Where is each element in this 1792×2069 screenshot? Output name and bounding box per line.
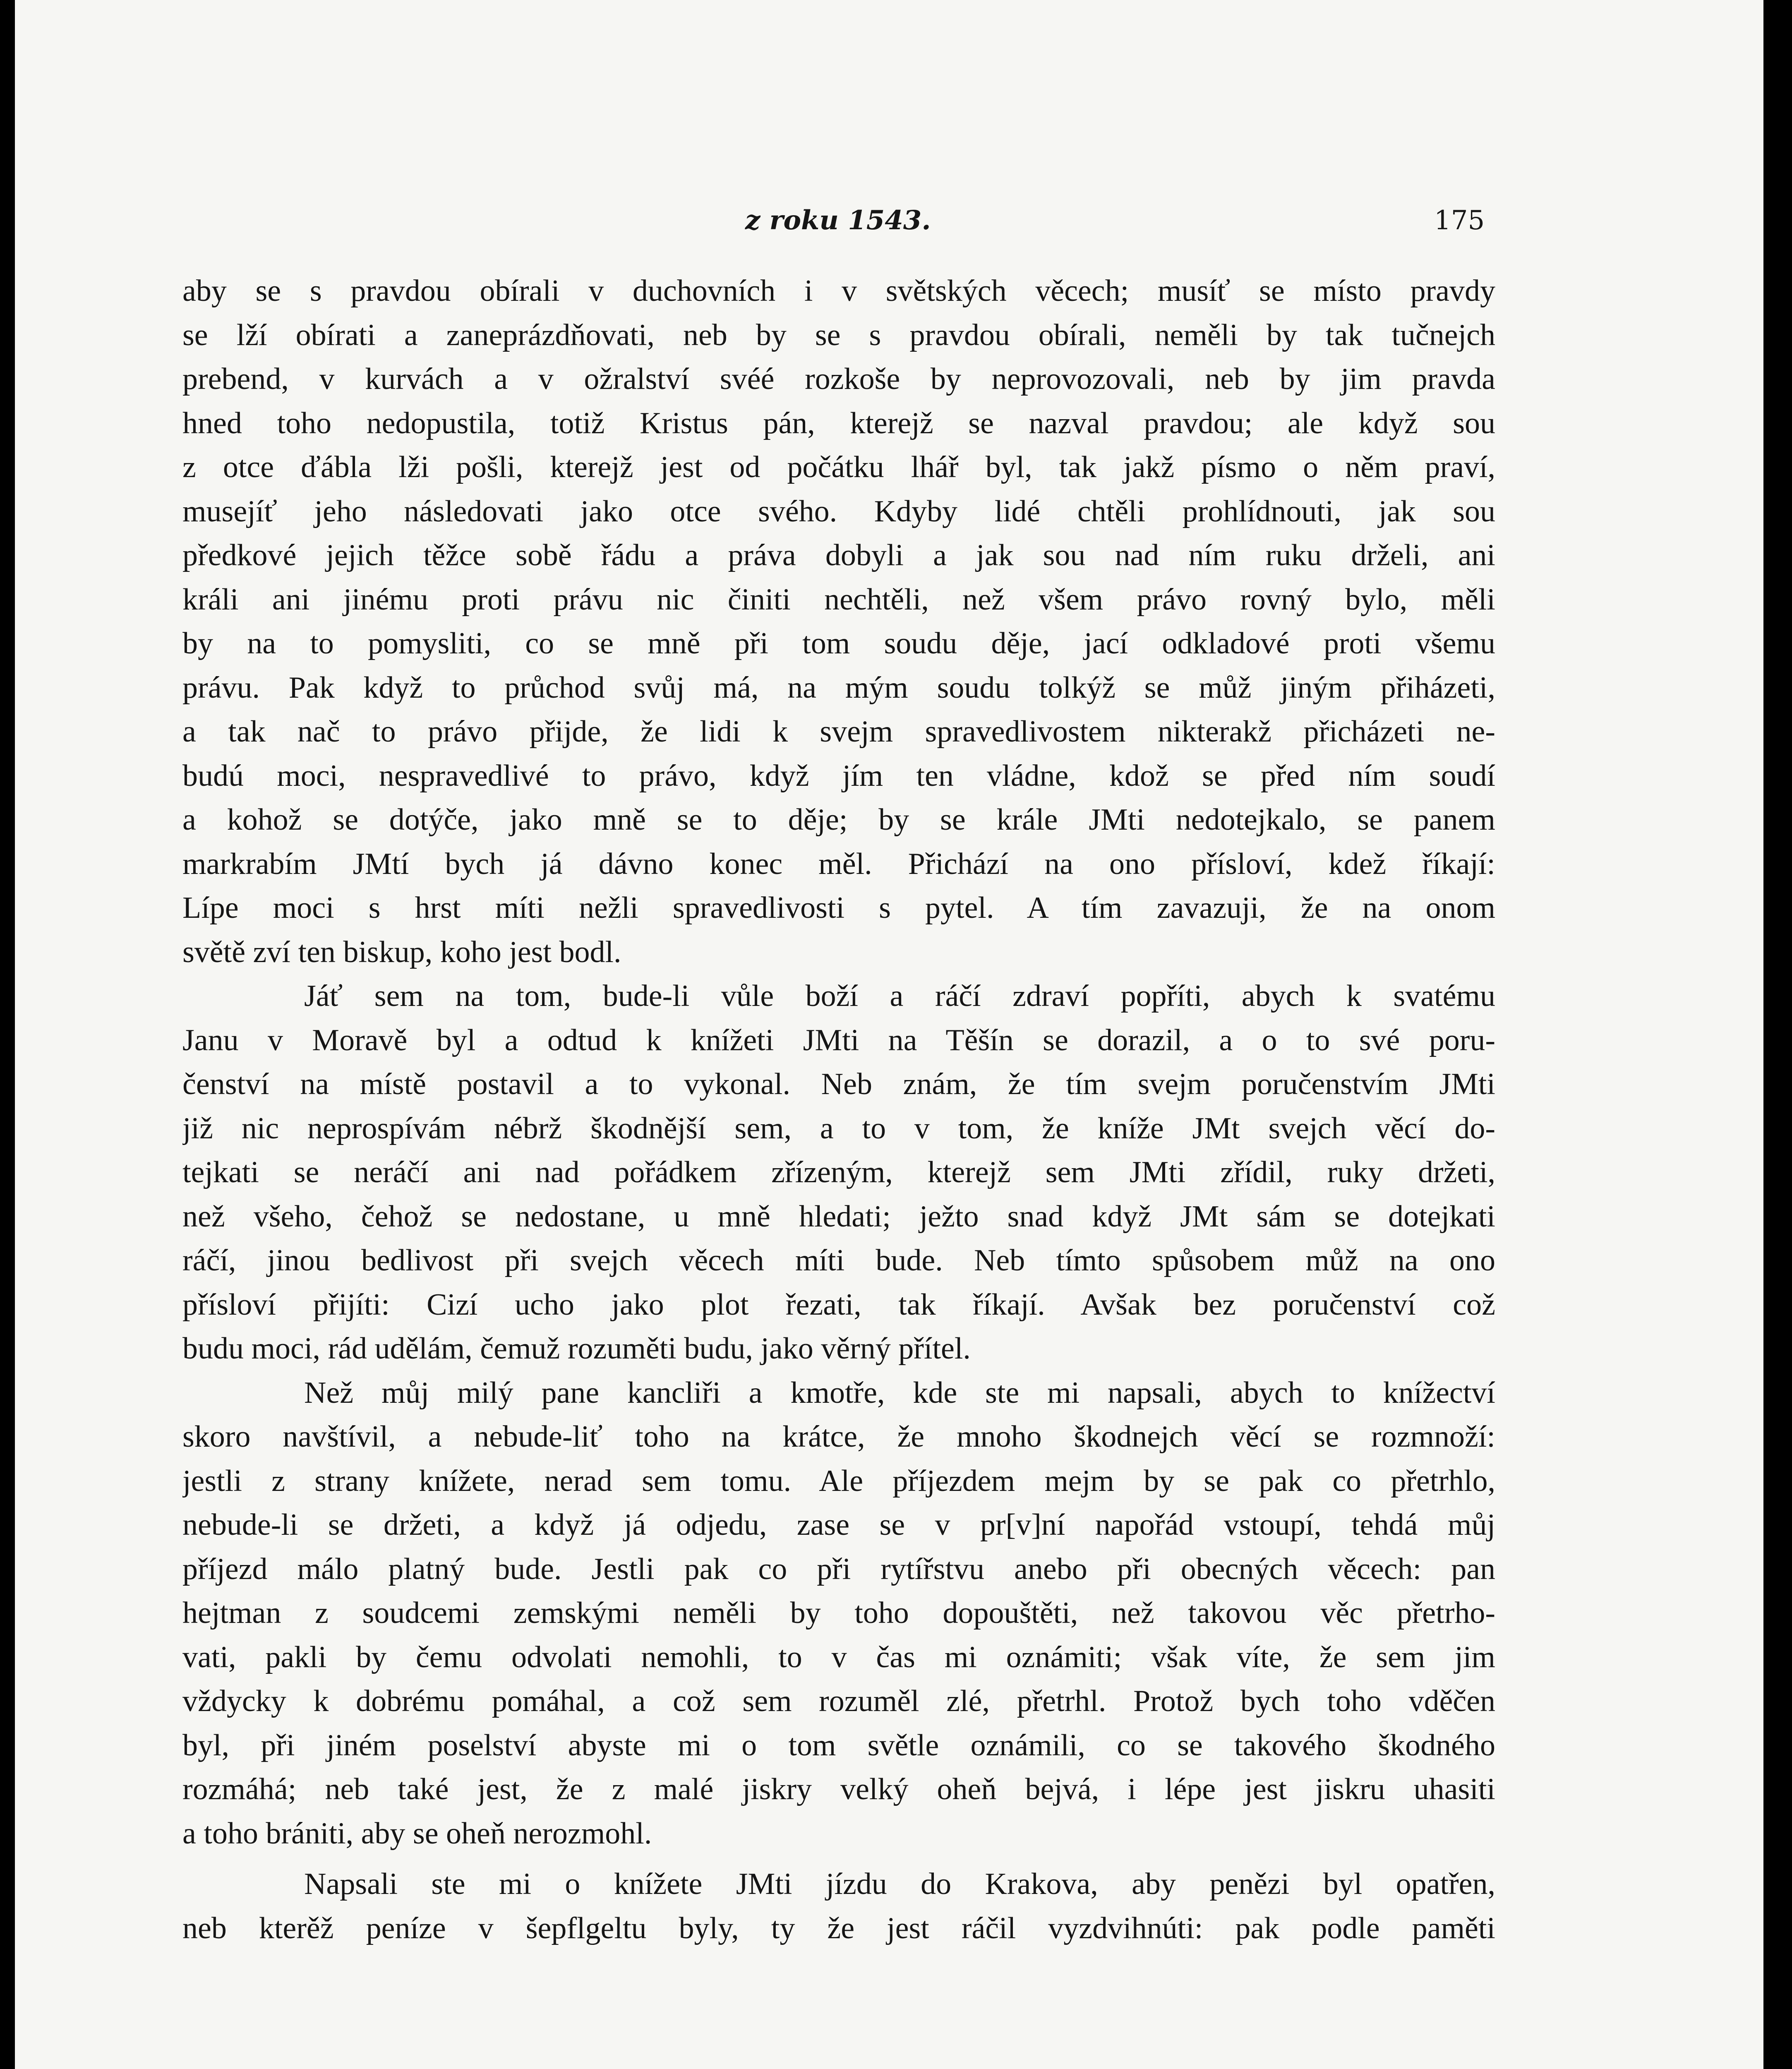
scanned-page [15, 0, 1763, 2069]
text-line: skoro navštívil, a nebude-liť toho na krátce, že mnoho škodnejch věcí se rozmnoží: [182, 1420, 1495, 1454]
text-line: předkové jejich těžce sobě řádu a práva dobyli a jak sou nad ním ruku drželi, ani [182, 538, 1495, 572]
paragraph-first-line: Než můj milý pane kancliři a kmotře, kde ste mi napsali, abych to knížectví [304, 1375, 1495, 1410]
text-line: neb kterěž peníze v šepflgeltu byly, ty že jest ráčil vyzdvihnúti: pak podle paměti [182, 1911, 1495, 1945]
text-line: než všeho, čehož se nedostane, u mně hledati; ježto snad když JMt sám se dotejkati [182, 1199, 1495, 1234]
page-header [15, 202, 1763, 239]
body-text [182, 269, 1495, 1950]
text-line: by na to pomysliti, co se mně při tom soudu děje, jací odkladové proti všemu [182, 626, 1495, 660]
paragraph-first-line: Napsali ste mi o knížete JMti jízdu do Krakova, aby penězi byl opatřen, [304, 1867, 1495, 1901]
text-line: markrabím JMtí bych já dávno konec měl. Přichází na ono přísloví, kdež říkají: [182, 847, 1495, 881]
text-line: budú moci, nespravedlivé to právo, když jím ten vládne, kdož se před ním soudí [182, 758, 1495, 793]
text-line: jestli z strany knížete, nerad sem tomu. Ale příjezdem mejm by se pak co přetrhlo, [182, 1464, 1495, 1498]
text-line: přísloví přijíti: Cizí ucho jako plot řezati, tak říkají. Avšak bez poručenství což [182, 1287, 1495, 1322]
page-number: 175 [1434, 205, 1485, 236]
text-line: již nic neprospívám nébrž škodnější sem, a to v tom, že kníže JMt svejch věcí do- [182, 1111, 1495, 1145]
text-line: čenství na místě postavil a to vykonal. Neb znám, že tím svejm poručenstvím JMti [182, 1067, 1495, 1101]
text-line: světě zví ten biskup, koho jest bodl. [182, 935, 621, 969]
text-line: se lží obírati a zaneprázdňovati, neb by se s pravdou obírali, neměli by tak tučnejch [182, 318, 1495, 352]
text-line: hejtman z soudcemi zemskými neměli by toho dopouštěti, než takovou věc přetrho- [182, 1596, 1495, 1630]
text-line: rozmáhá; neb také jest, že z malé jiskry velký oheň bejvá, i lépe jest jiskru uhasiti [182, 1772, 1495, 1806]
text-line: právu. Pak když to průchod svůj má, na mým soudu tolkýž se můž jiným přiházeti, [182, 670, 1495, 705]
text-line: příjezd málo platný bude. Jestli pak co při rytířstvu anebo při obecných věcech: pan [182, 1552, 1495, 1586]
text-line: hned toho nedopustila, totiž Kristus pán, kterejž se nazval pravdou; ale když sou [182, 406, 1495, 440]
text-line: tejkati se neráčí ani nad pořádkem zřízeným, kterejž sem JMti zřídil, ruky držeti, [182, 1155, 1495, 1189]
text-line: aby se s pravdou obírali v duchovních i v světských věcech; musíť se místo pravdy [182, 274, 1495, 308]
text-line: a kohož se dotýče, jako mně se to děje; by se krále JMti nedotejkalo, se panem [182, 803, 1495, 837]
text-line: budu moci, rád udělám, čemuž rozuměti budu, jako věrný přítel. [182, 1332, 971, 1366]
text-line: a toho brániti, aby se oheň nerozmohl. [182, 1816, 652, 1851]
text-line: byl, při jiném poselství abyste mi o tom světle oznámili, co se takového škodného [182, 1728, 1495, 1762]
text-line: králi ani jinému proti právu nic činiti nechtěli, než všem právo rovný bylo, měli [182, 582, 1495, 617]
text-line: Lípe moci s hrst míti nežli spravedlivosti s pytel. A tím zavazuji, že na onom [182, 891, 1495, 925]
text-line: vždycky k dobrému pomáhal, a což sem rozuměl zlé, přetrhl. Protož bych toho vděčen [182, 1684, 1495, 1718]
text-line: ráčí, jinou bedlivost při svejch věcech míti bude. Neb tímto spůsobem můž na ono [182, 1243, 1495, 1277]
text-line: a tak nač to právo přijde, že lidi k svejm spravedlivostem nikterakž přicházeti ne- [182, 715, 1495, 749]
running-title: z roku 1543. [745, 205, 931, 236]
text-line: Janu v Moravě byl a odtud k knížeti JMti na Těšín se dorazil, a o to své poru- [182, 1023, 1495, 1057]
text-line: musejíť jeho následovati jako otce svého. Kdyby lidé chtěli prohlídnouti, jak sou [182, 494, 1495, 528]
text-line: vati, pakli by čemu odvolati nemohli, to v čas mi oznámiti; však víte, že sem jim [182, 1640, 1495, 1674]
text-line: z otce ďábla lži pošli, kterejž jest od počátku lhář byl, tak jakž písmo o něm praví, [182, 450, 1495, 484]
text-line: prebend, v kurvách a v ožralství svéé rozkoše by neprovozovali, neb by jim pravda [182, 362, 1495, 396]
text-line: nebude-li se držeti, a když já odjedu, zase se v pr[v]ní napořád vstoupí, tehdá můj [182, 1508, 1495, 1542]
paragraph-first-line: Jáť sem na tom, bude-li vůle boží a ráčí zdraví popříti, abych k svatému [304, 979, 1495, 1013]
